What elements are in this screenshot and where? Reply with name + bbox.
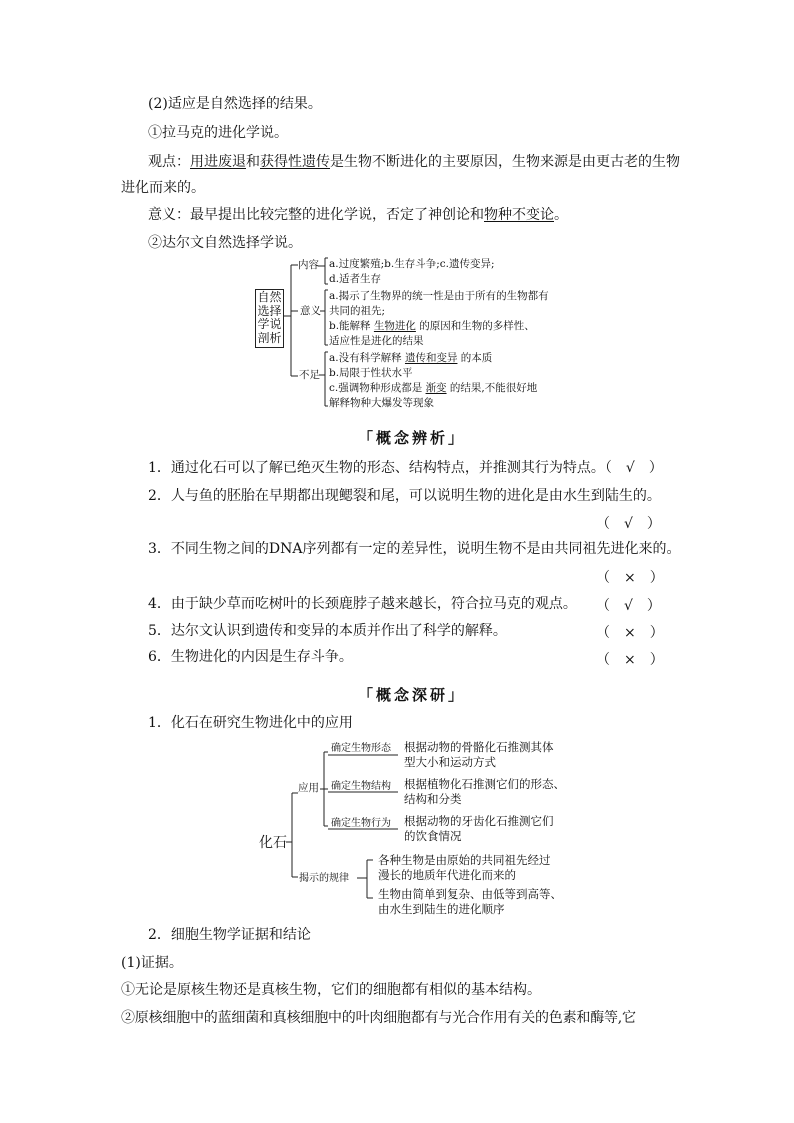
leaf-behavior-text-1: 根据动物的牙齿化石推测它们: [404, 814, 554, 828]
meaning-prefix: 意义：最早提出比较完整的进化学说，否定了神创论和: [148, 207, 484, 223]
leaf-structure-label: 确定生物结构: [331, 781, 391, 792]
branch-shortcoming: 不足: [299, 369, 320, 381]
short-line-4: 解释物种大爆发等现象: [329, 397, 434, 409]
evidence-heading: (1)证据。: [121, 955, 183, 971]
branch-content: 内容: [298, 259, 319, 271]
meaning-line-3a: b.能解释: [329, 320, 371, 332]
analysis-answer-6: （ × ）: [596, 652, 664, 668]
short-line-3-term: 渐变: [425, 382, 447, 394]
branch-meaning: 意义: [300, 305, 321, 317]
cell-evidence-title: 2．细胞生物学证据和结论: [148, 927, 311, 943]
leaf-behavior-text-2: 的饮食情况: [404, 829, 462, 843]
short-line-2: b.局限于性状水平: [329, 367, 413, 379]
meaning-line-1: a.揭示了生物界的统一性是由于所有的生物都有: [329, 290, 549, 302]
content-line-1: a.过度繁殖;b.生存斗争;c.遗传变异;: [329, 258, 495, 270]
analysis-item-6: 6．生物进化的内因是生存斗争。: [148, 649, 353, 665]
concept-analysis-title: 「概念辨析」: [358, 429, 467, 447]
analysis-item-4: 4．由于缺少草而吃树叶的长颈鹿脖子越来越长，符合拉马克的观点。: [148, 596, 577, 612]
meaning-line-3-term: 生物进化: [373, 320, 416, 332]
analysis-answer-5: （ × ）: [596, 625, 664, 641]
meaning-line-2: 共同的祖先;: [329, 305, 386, 317]
analysis-item-5: 5．达尔文认识到遗传和变异的本质并作出了科学的解释。: [148, 623, 507, 639]
leaf-morphology-text-1: 根据动物的骨骼化石推测其体: [404, 740, 554, 754]
branch-rules: 揭示的规律: [299, 873, 349, 884]
lamarck-heading: ①拉马克的进化学说。: [148, 125, 288, 141]
fossil-root: 化石: [259, 835, 287, 851]
adaptation-line: (2)适应是自然选择的结果。: [148, 96, 322, 112]
leaf-structure-text-1: 根据植物化石推测它们的形态、: [404, 777, 565, 791]
short-line-3a: c.强调物种形成都是: [329, 382, 423, 394]
leaf-behavior-label: 确定生物行为: [331, 818, 391, 829]
analysis-item-1: 1．通过化石可以了解已绝灭生物的形态、结构特点，并推测其行为特点。（ √ ）: [148, 460, 663, 476]
rule-1-text-2: 漫长的地质年代进化而来的: [378, 868, 516, 882]
view-term-use-disuse: 用进废退: [190, 154, 246, 170]
short-line-1b: 的本质: [460, 352, 493, 364]
leaf-morphology-text-2: 型大小和运动方式: [404, 755, 496, 769]
view-mid: 和: [246, 154, 260, 170]
rule-2-text-2: 由水生到陆生的进化顺序: [378, 902, 505, 916]
short-line-1-term: 遗传和变异: [404, 352, 458, 364]
short-line-1a: a.没有科学解释: [329, 352, 402, 364]
concept-research-title: 「概念深研」: [358, 686, 467, 704]
meaning-term: 物种不变论: [484, 207, 554, 223]
rule-1-text-1: 各种生物是由原始的共同祖先经过: [378, 853, 551, 867]
analysis-item-2: 2．人与鱼的胚胎在早期都出现鳃裂和尾，可以说明生物的进化是由水生到陆生的。: [148, 488, 661, 504]
meaning-line-3b: 的原因和生物的多样性、: [419, 320, 535, 332]
meaning-line-4: 适应性是进化的结果: [329, 335, 424, 347]
view-prefix: 观点：: [148, 154, 190, 170]
lamarck-view-line2: 进化而来的。: [121, 180, 205, 196]
analysis-answer-4: （ √ ）: [596, 598, 661, 614]
view-rest1: 是生物不断进化的主要原因，生物来源是由更古老的生物: [330, 154, 680, 170]
evidence-2: ②原核细胞中的蓝细菌和真核细胞中的叶肉细胞都有与光合作用有关的色素和酶等,它: [121, 1010, 636, 1026]
research-item-1: 1．化石在研究生物进化中的应用: [148, 715, 353, 731]
analysis-answer-3: （ × ）: [596, 570, 664, 586]
analysis-item-3: 3．不同生物之间的DNA序列都有一定的差异性，说明生物不是由共同祖先进化来的。: [148, 541, 681, 557]
view-term-acquired: 获得性遗传: [260, 154, 330, 170]
leaf-structure-text-2: 结构和分类: [404, 792, 462, 806]
short-line-3b: 的结果,不能很好地: [449, 382, 538, 394]
leaf-morphology-label: 确定生物形态: [331, 743, 391, 754]
evidence-1: ①无论是原核生物还是真核生物，它们的细胞都有相似的基本结构。: [121, 982, 541, 998]
analysis-answer-2: （ √ ）: [596, 516, 661, 532]
rule-2-text-1: 生物由简单到复杂、由低等到高等、: [378, 887, 562, 901]
natural-selection-root-box: 自然选择学说剖析: [255, 289, 284, 348]
content-line-2: d.适者生存: [329, 273, 382, 285]
darwin-heading: ②达尔文自然选择学说。: [148, 235, 302, 251]
meaning-end: 。: [554, 207, 568, 223]
branch-application: 应用: [298, 782, 319, 794]
